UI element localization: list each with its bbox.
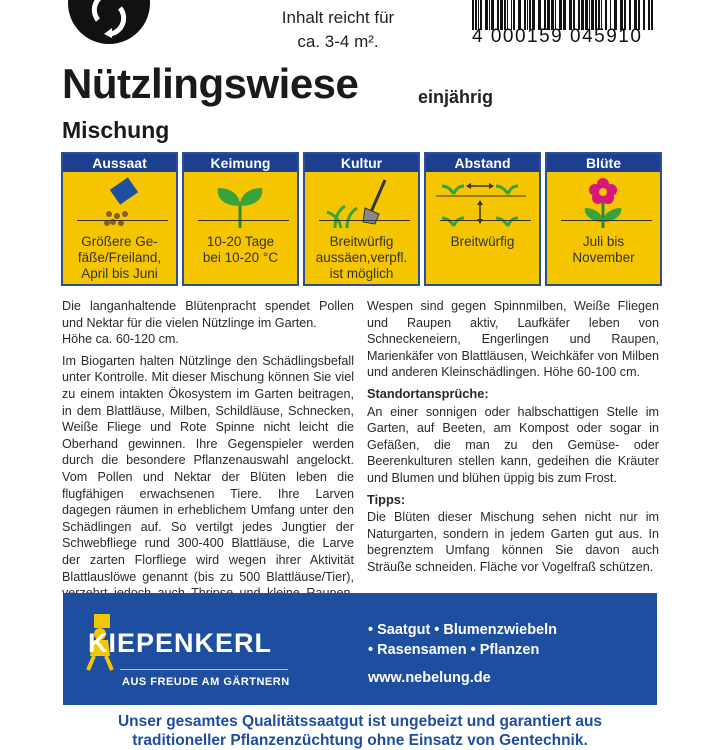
box-text-line: 10-20 Tage [206,234,275,249]
barcode-number: 4 000159 045910 [472,26,643,47]
standort-heading: Standortansprüche: [367,385,489,401]
green-dot-logo [68,0,150,44]
box-text-line: bei 10-20 °C [202,250,279,265]
box-text-line: Breitwürfig [329,234,394,249]
footer-line-1: Unser gesamtes Qualitätssaatgut ist ungebeizt und garantiert aus [117,713,603,730]
box-text-line: November [572,250,635,265]
product-mix: Mischung [62,117,170,143]
box-keimung [182,152,299,286]
box-header: Keimung [184,154,297,172]
box-text-line: fäße/Freiland, [77,250,162,265]
content-line-2: ca. 3-4 m². [297,32,379,51]
paragraph: Die langanhaltende Blütenpracht spendet Pollen und Nektar für die vielen Nützlinge im Garten. [62,299,354,330]
box-header: Abstand [426,154,539,172]
box-text-line: Breitwürfig [450,234,515,249]
left-column [62,298,354,623]
box-abstand [424,152,541,286]
paragraph: Die Blüten dieser Mischung sehen nicht nur im Naturgarten, sondern in jedem Garten gut aus. In begrenztem Umfang können Sie davon auch Sträuße schneiden. Fläche vor Vogelfraß schützen. [367,510,659,574]
content-note [238,6,438,54]
brand-name: KIEPENKERL [88,628,273,658]
feature-line-2: • Rasensamen • Pflanzen [368,642,540,658]
box-text-line: aussäen,verpfl. [315,250,408,265]
paragraph: Wespen sind gegen Spinnmilben, Weiße Fliegen und Raupen aktiv, Laufkäfer leben von Schneckeneiern, Engerlingen und Raupen, Marienkäfer von Blattläusen, Weichkäfer von Milben und anderen Kleinschädlingen. Höhe 60-100 cm. [367,299,659,380]
feature-line-1: • Saatgut • Blumenzwiebeln [368,622,558,638]
box-header: Aussaat [63,154,176,172]
box-header: Kultur [305,154,418,172]
tipps-heading: Tipps: [367,491,406,507]
box-aussaat [61,152,178,286]
content-line-1: Inhalt reicht für [281,8,395,27]
product-subtitle: einjährig [418,87,494,107]
right-column [367,298,659,581]
product-title: Nützlingswiese [62,60,359,107]
paragraph: Im Biogarten halten Nützlinge den Schädlingsbefall unter Kontrolle. Mit dieser Mischung können Sie viel zu einem intakten Ökosystem im Garten beitragen, in dem Blattläuse, Milben, Schildläuse, Schnecken, Weiße Fliege und Rote Spinne nicht leicht die Oberhand gewinnen. Ihre Gegenspieler werden durch die besondere Pflanzenauswahl angelockt. Vom Pollen und Nektar der Blüten leben die flugfähigen erwachsenen Tiere. Ihre Larven dagegen räumen in erheblichem Umfang unter den Schädlingen auf. So vertilgt jedes Jungtier der Schwebfliege rund 300-400 Blattläuse, die Larve der zarten Florfliege wird wegen ihrer Aktivität Blattlauslöwe genannt (bis zu 500 Blattläuse/Tier), [62,353,354,584]
paragraph: Höhe ca. 60-120 cm. [62,332,179,347]
box-text-line: Größere Ge- [81,234,158,249]
brand-divider [120,669,288,670]
paragraph: An einer sonnigen oder halbschattigen Stelle im Garten, auf Beeten, am Kompost oder sogar in Gefäßen, die man zu den Gemüse- oder Beerenkulturen stellen kann, gedeihen die Kräuter und Blumen und blühen üppig bis zum Frost. [367,404,659,485]
brand-slogan: AUS FREUDE AM GÄRTNERN [122,676,290,688]
footer-line-2: traditioneller Pflanzenzüchtung ohne Einsatz von Gentechnik. [132,732,588,749]
website-link[interactable]: www.nebelung.de [368,670,491,686]
box-kultur [303,152,420,286]
box-header: Blüte [547,154,660,172]
footer-note [40,712,680,750]
box-text-line: April bis Juni [81,266,158,281]
box-text-line: ist möglich [329,266,394,281]
box-bluete [545,152,662,286]
box-text-line: Juli bis [582,234,625,249]
